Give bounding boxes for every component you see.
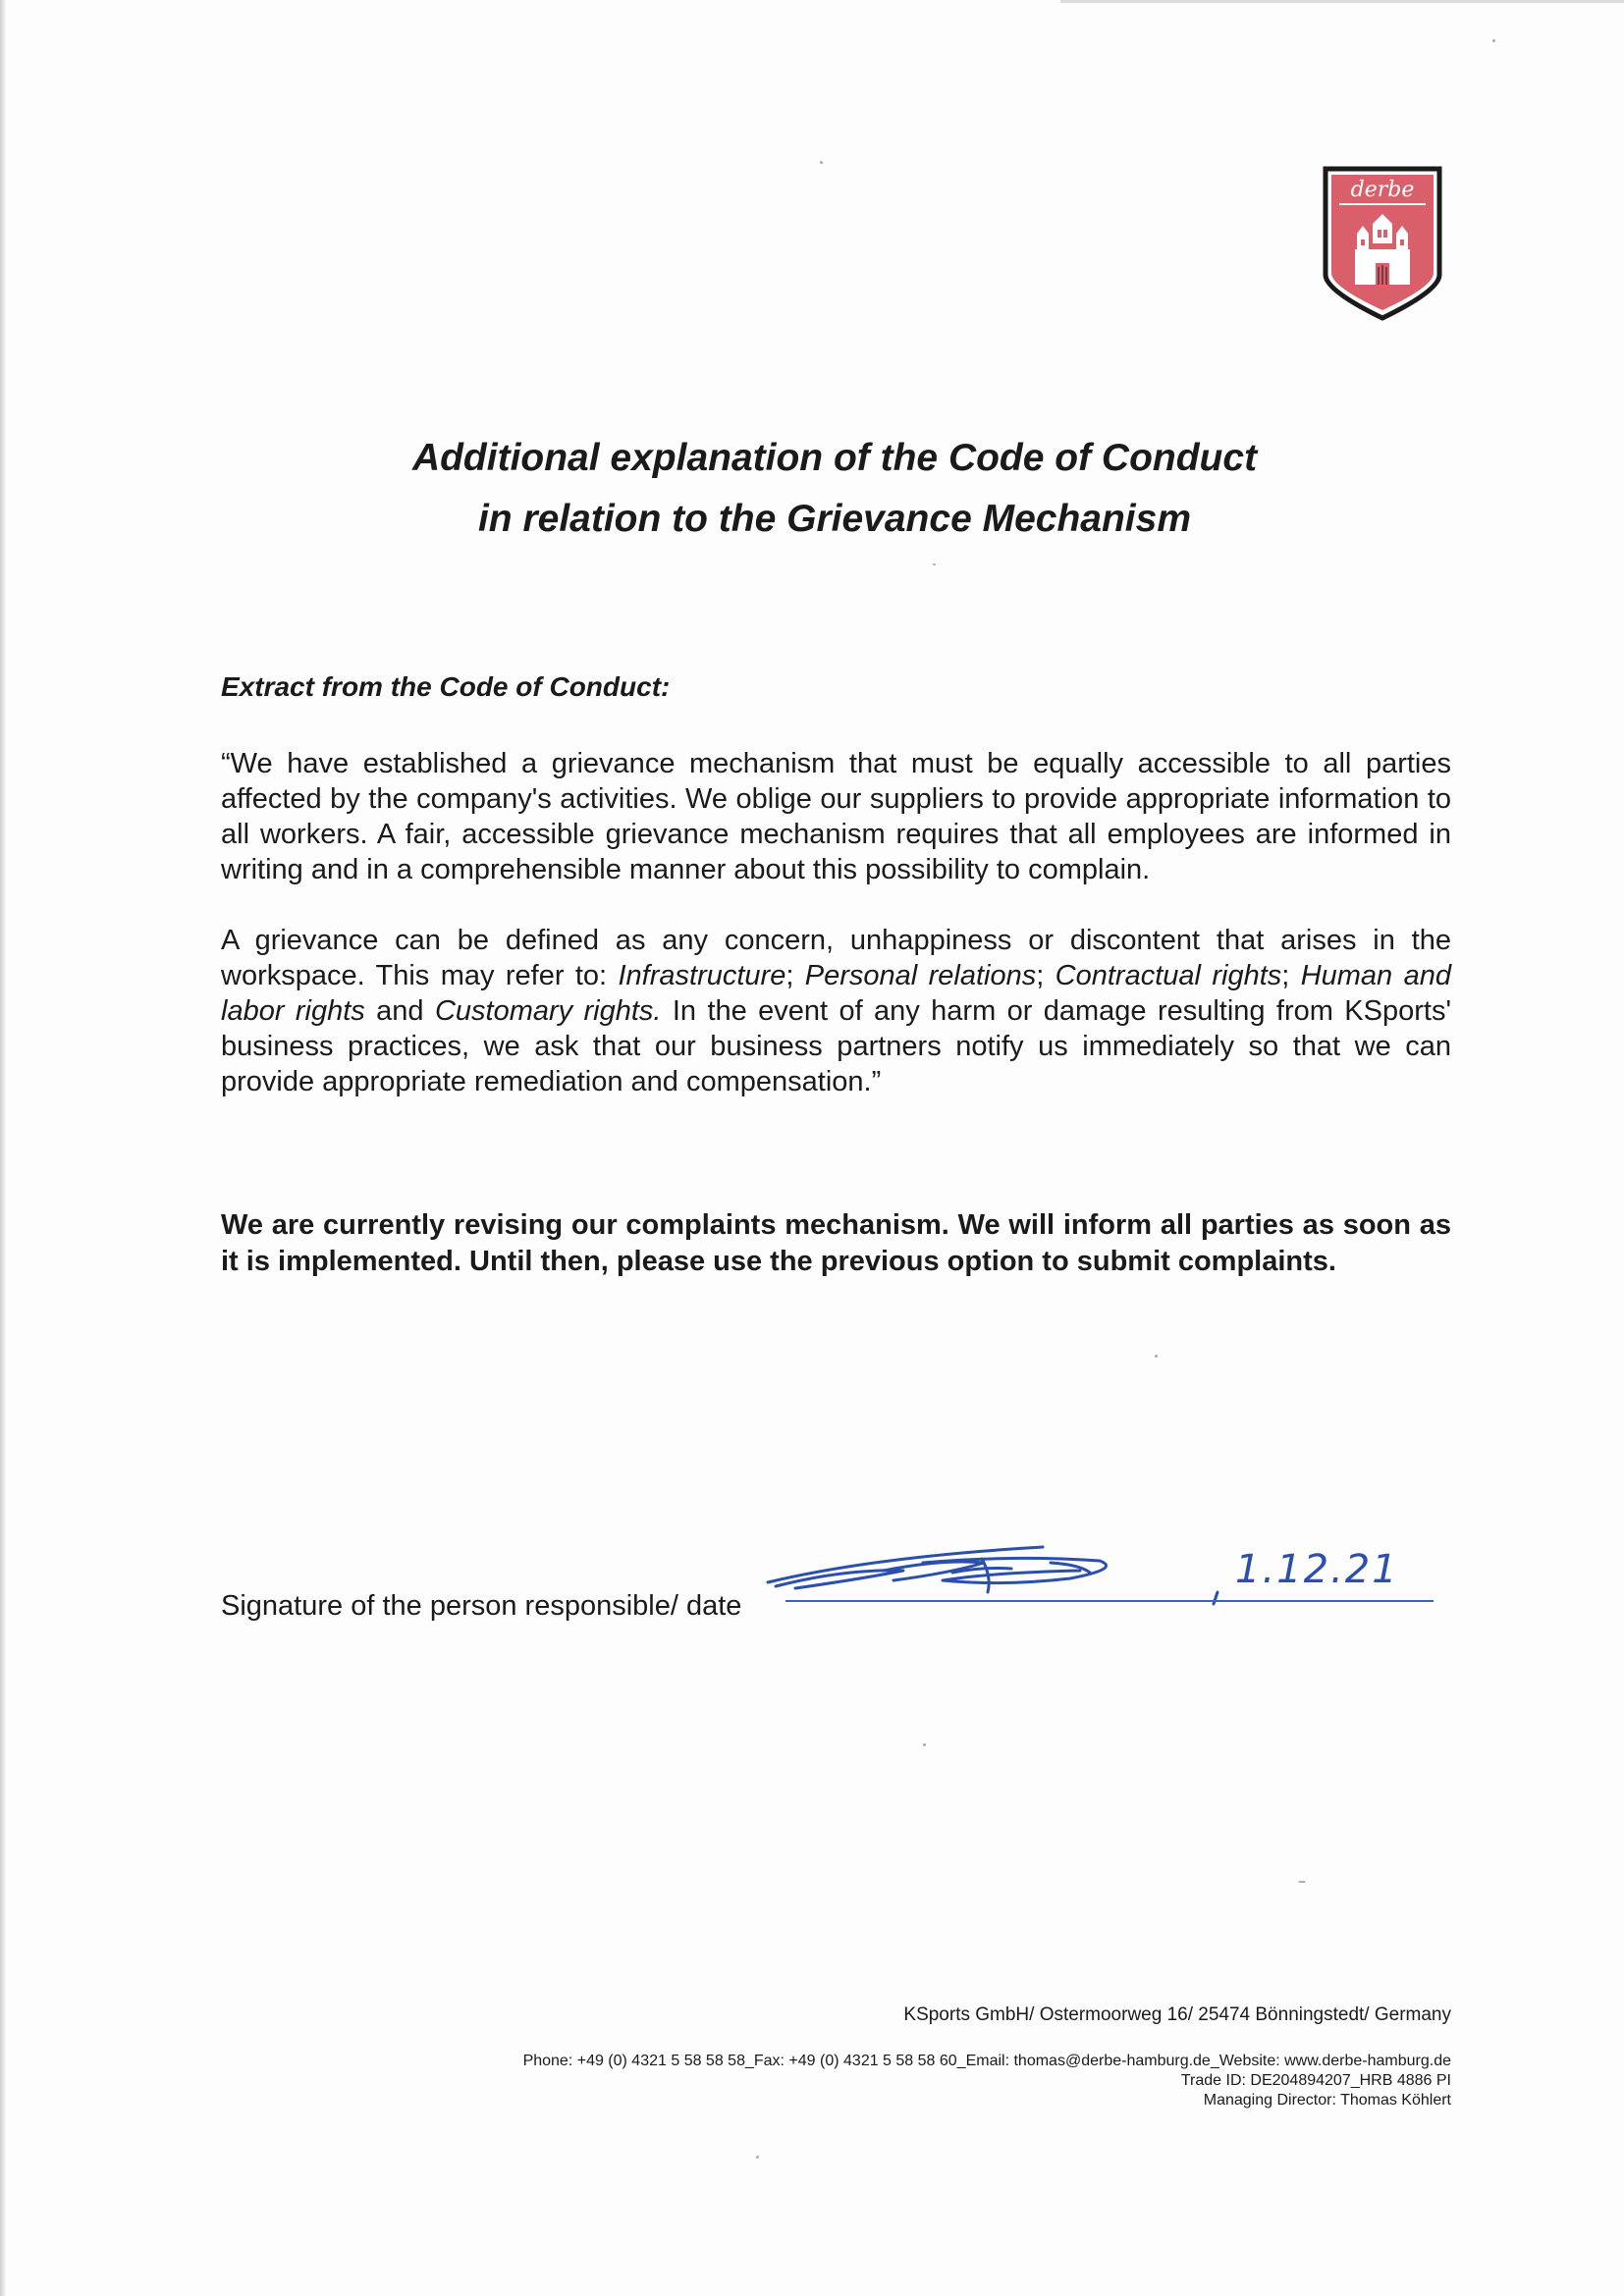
p2-outro: In the event of any harm or damage resulting from KSports' business practices, we ask that our business partners notify us immediately so that we can provide appropriate remediation and compensation.” [221,995,1452,1097]
quote-paragraph-1: “We have established a grievance mechanism that must be equally accessible to all parties affected by the company's activities. We oblige our suppliers to provide appropriate information to all workers. A fair, accessible grievance mechanism requires that all employees are informed in writing and in a comprehensible manner about this possibility to complain. [221,748,1451,885]
term-contractual-rights: Contractual rights [1055,960,1282,991]
scan-edge-top [1060,0,1624,3]
separator-and: and [364,995,435,1027]
svg-text:derbe: derbe [1350,178,1415,202]
term-human-labor-rights: Human and labor rights [221,960,1451,1027]
scan-speck [820,161,823,164]
extract-heading: Extract from the Code of Conduct: [221,671,671,702]
footer-managing-director: Managing Director: Thomas Köhlert [1203,2092,1451,2109]
title-line-1: Additional explanation of the Code of Conduct [411,437,1258,479]
quote-paragraph-2 [221,923,1451,1099]
scan-speck [756,2156,759,2159]
term-infrastructure: Infrastructure [618,960,786,991]
title-line-2: in relation to the Grievance Mechanism [477,498,1192,540]
footer-trade-id: Trade ID: DE204894207_HRB 4886 PI [1180,2072,1451,2089]
code-of-conduct-quote [221,746,1451,1135]
handwritten-signature [756,1502,1267,1620]
page-title [0,428,1624,550]
term-customary-rights: Customary rights. [434,995,662,1027]
derbe-logo [1322,165,1443,322]
footer-contact-line: Phone: +49 (0) 4321 5 58 58 58_Fax: +49 (0) 4321 5 58 58 60_Email: thomas@derbe-hamburg.de_Website: www.derbe-hamburg.de [522,2053,1451,2069]
signature-label: Signature of the person responsible/ date [221,1590,742,1622]
signature-line [785,1600,1434,1602]
footer-contact [523,2052,1451,2110]
separator: ; [785,960,805,991]
scan-speck [1155,1355,1158,1358]
revision-notice: We are currently revising our complaints mechanism. We will inform all parties as soon as it is implemented. Until then, please use the previous option to submit complaints. [221,1209,1451,1277]
footer-address: KSports GmbH/ Ostermoorweg 16/ 25474 Bönningstedt/ Germany [903,2004,1451,2025]
separator: ; [1281,960,1301,991]
scan-speck [933,563,936,565]
scan-edge-left [0,0,6,2296]
term-personal-relations: Personal relations [804,960,1037,991]
p2-intro: A grievance can be defined as any concern, unhappiness or discontent that arises in the workspace. This may refer to: [221,925,1451,991]
signature-date: 1.12.21 [1235,1547,1399,1592]
scan-speck [1492,39,1495,42]
scan-speck [1298,1881,1306,1883]
separator: ; [1036,960,1056,991]
scan-speck [923,1743,926,1746]
